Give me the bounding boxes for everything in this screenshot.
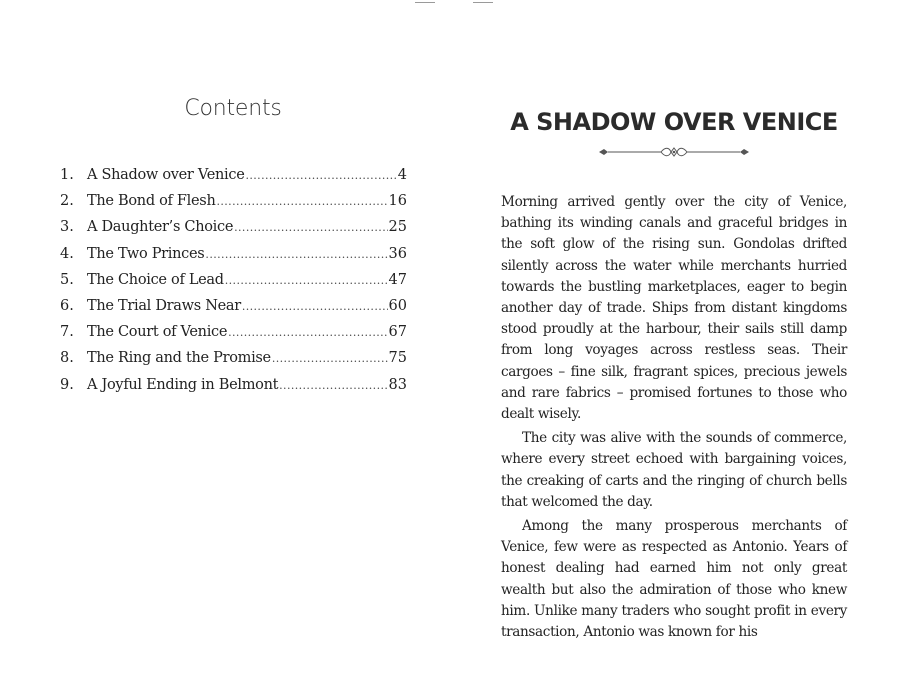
toc-title: A Joyful Ending in Belmont (87, 376, 279, 393)
toc-title: The Court of Venice (87, 324, 228, 341)
chapter-body (501, 192, 847, 646)
toc-title: The Trial Draws Near (87, 297, 241, 314)
paragraph-1: Morning arrived gently over the city of Venice, bathing its winding canals and graceful bridges in the soft glow of the rising sun. Gondolas drifted silently across the water while merchants hurried towards the bustling marketplaces, eager to begin another day of trade. Ships from distant kingdoms stood proudly at the harbour, their sails still damp from long voyages across restless seas. Their cargoes – fine silk, fragrant spices, precious jewels and rare fabrics – promised fortunes to those who dealt wisely. (501, 194, 847, 423)
toc-number: 8. (60, 350, 74, 367)
toc-number: 1. (60, 167, 74, 183)
toc-number: 4. (60, 245, 74, 262)
toc-entry-4[interactable] (60, 241, 407, 267)
chapter-page (453, 0, 907, 700)
contents-page (0, 0, 453, 700)
toc-page-number: 16 (388, 193, 407, 210)
toc-leader-dots (234, 215, 387, 241)
toc-number: 6. (60, 297, 74, 314)
toc-title: The Ring and the Promise (87, 350, 271, 367)
toc-page-number: 47 (388, 271, 407, 288)
toc-leader-dots (279, 373, 387, 399)
toc-leader-dots (245, 163, 396, 189)
toc-entry-5[interactable] (60, 267, 407, 293)
toc-page-number: 4 (397, 167, 407, 183)
toc-leader-dots (272, 346, 388, 372)
toc-title: The Two Princes (87, 245, 205, 262)
toc-leader-dots (205, 242, 387, 268)
toc-entry-6[interactable] (60, 293, 407, 319)
toc-number: 5. (60, 271, 74, 288)
table-of-contents (60, 162, 407, 398)
toc-leader-dots (216, 189, 387, 215)
contents-heading: Contents (184, 96, 282, 121)
toc-title: A Daughter’s Choice (87, 219, 234, 236)
toc-leader-dots (225, 268, 388, 294)
toc-entry-1[interactable] (60, 162, 407, 188)
toc-number: 9. (60, 376, 74, 393)
toc-page-number: 60 (388, 297, 407, 314)
toc-number: 7. (60, 324, 74, 341)
toc-leader-dots (228, 320, 387, 346)
toc-title: A Shadow over Venice (87, 167, 245, 183)
toc-page-number: 25 (388, 219, 407, 236)
toc-entry-7[interactable] (60, 319, 407, 345)
toc-entry-2[interactable] (60, 188, 407, 214)
flourish-divider-icon (599, 145, 749, 159)
toc-title: The Bond of Flesh (87, 193, 216, 210)
chapter-title: A SHADOW OVER VENICE (510, 108, 838, 136)
toc-number: 2. (60, 193, 74, 210)
toc-entry-3[interactable] (60, 214, 407, 240)
toc-title: The Choice of Lead (87, 271, 224, 288)
toc-page-number: 67 (388, 324, 407, 341)
paragraph-3: Among the many prosperous merchants of Venice, few were as respected as Antonio. Years of honest dealing had earned him not only great wealth but also the admiration of those who knew him. Unlike many traders who sought profit in every transaction, Antonio was known for his (501, 518, 847, 641)
toc-page-number: 83 (388, 376, 407, 393)
toc-page-number: 75 (388, 350, 407, 367)
toc-page-number: 36 (388, 245, 407, 262)
toc-entry-8[interactable] (60, 345, 407, 371)
toc-number: 3. (60, 219, 74, 236)
paragraph-2: The city was alive with the sounds of commerce, where every street echoed with bargaining voices, the creaking of carts and the ringing of church bells that welcomed the day. (501, 430, 847, 510)
toc-entry-9[interactable] (60, 372, 407, 398)
toc-leader-dots (242, 294, 388, 320)
